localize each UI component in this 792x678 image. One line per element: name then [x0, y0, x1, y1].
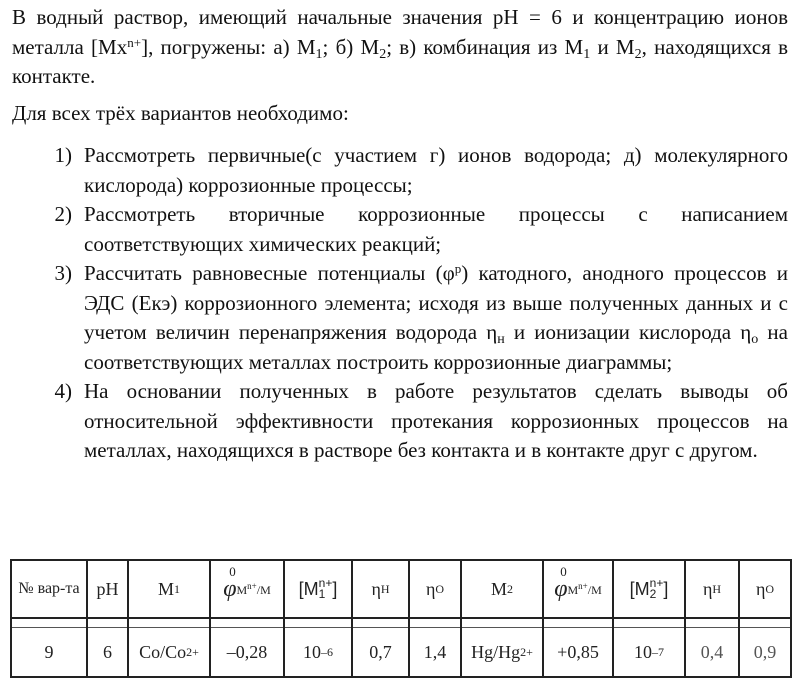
list-item-text: Рассмотреть вторичные коррозионные процессы с написанием соответствующих химических реакций;	[84, 202, 788, 256]
table-header-conc1	[285, 563, 351, 615]
eta-subscript: H	[712, 581, 722, 596]
intro-paragraph	[12, 3, 788, 92]
conc-close: ]	[663, 578, 669, 599]
table-cell-eta-o2: 0,9	[753, 641, 777, 662]
eta-subscript: O	[435, 581, 445, 596]
intro-text: ; б) M	[322, 34, 380, 59]
list-item-subscript: о	[751, 332, 759, 347]
eta-subscript: O	[765, 581, 775, 596]
table-header-phi2	[544, 563, 612, 615]
list-item	[12, 200, 788, 259]
variant-table	[10, 559, 792, 678]
phi-zero: 0	[560, 563, 567, 579]
intro-subscript: 2	[634, 46, 642, 62]
lead-paragraph: Для всех трёх вариантов необходимо:	[12, 101, 349, 125]
conc-exponent: –6	[321, 644, 333, 659]
m1-subscript: 1	[174, 581, 180, 596]
list-item-text-part: на соответствующих металлах построить коррозионные диаграммы;	[84, 320, 788, 374]
list-item-number: 4)	[54, 379, 72, 403]
phi-subscript-metal: M	[567, 582, 579, 597]
table-header-eta-o2	[740, 563, 790, 615]
intro-text: В водный раствор, имеющий начальные значения pH = 6 и концентрацию ионов металла [Mx	[12, 5, 788, 59]
table-cell-conc2	[614, 631, 684, 673]
list-item	[12, 141, 788, 200]
list-item-number: 3)	[54, 261, 72, 285]
table-header-variant: № вар-та	[18, 580, 80, 597]
table-cell-eta-h2: 0,4	[700, 641, 724, 662]
conc-sub: 2	[649, 587, 657, 601]
intro-subscript: 2	[379, 46, 387, 62]
conc-sup: n+	[318, 576, 333, 590]
eta-symbol: η	[425, 578, 436, 599]
phi-subscript	[568, 581, 602, 598]
table-header-eta-o	[410, 563, 460, 615]
m2-subscript: 2	[507, 581, 513, 596]
table-header-m2	[462, 563, 542, 615]
intro-subscript: 1	[315, 46, 323, 62]
intro-text: ; в) комбинация из M	[386, 34, 584, 59]
list-item-number: 2)	[54, 202, 72, 226]
conc-open: [M	[298, 578, 319, 599]
eta-symbol: η	[755, 578, 766, 599]
table-header-ph: pH	[96, 578, 119, 599]
table-header-m1	[129, 563, 209, 615]
list-item-text: На основании полученных в работе результатов сделать выводы об относительной эффективности протекания коррозионных процессов на металлах, находящихся в растворе без контакта и в контакте друг с другом.	[84, 379, 788, 462]
table-header-eta-h2	[686, 563, 738, 615]
table-cell-variant: 9	[44, 641, 54, 662]
phi-zero: 0	[229, 563, 236, 579]
conc-exponent: –7	[652, 644, 664, 659]
phi-symbol	[554, 563, 568, 603]
conc-close: ]	[332, 578, 338, 599]
conc-base: 10	[634, 641, 652, 662]
table-header-phi1	[211, 563, 283, 615]
conc-sub: 1	[318, 587, 326, 601]
list-item	[12, 377, 788, 466]
m1-charge: 2+	[186, 644, 199, 659]
phi-subscript	[237, 581, 271, 598]
table-cell-ph: 6	[103, 641, 112, 662]
table-cell-conc1	[285, 631, 351, 673]
conc-base: 10	[303, 641, 321, 662]
phi-subscript-tail: /M	[256, 582, 271, 597]
conc-indices	[650, 578, 664, 600]
table-cell-m1	[129, 631, 209, 673]
intro-subscript: 1	[583, 46, 591, 62]
table-cell-phi2: +0,85	[557, 641, 599, 662]
table-cell-eta-h: 0,7	[369, 641, 392, 662]
table-cell-phi1: –0,28	[226, 641, 268, 662]
intro-text: , находящихся в контакте.	[12, 34, 789, 88]
conc-sup: n+	[649, 576, 664, 590]
eta-symbol: η	[371, 578, 381, 599]
eta-symbol: η	[702, 578, 713, 599]
phi-subscript-metal: M	[236, 582, 248, 597]
conc-indices	[319, 578, 333, 600]
list-item	[12, 259, 788, 377]
intro-text: и M	[590, 34, 635, 59]
phi-subscript-tail: /M	[587, 582, 602, 597]
m2-value: Hg/Hg	[471, 641, 521, 662]
list-item-subscript: н	[497, 332, 505, 347]
phi-letter: φ	[554, 575, 568, 602]
m2-symbol: M	[490, 578, 507, 599]
task-list	[12, 141, 788, 466]
intro-text: ], погружены: а) M	[141, 34, 316, 59]
phi-subscript-charge: n+	[247, 580, 257, 591]
conc-open: [M	[629, 578, 650, 599]
list-item-text-part: ) катодного, анодного процессов и ЭДС (Eкэ) коррозионного элемента; исходя из выше полученных данных и с учетом величин перенапряжения водорода η	[84, 261, 789, 344]
table-cell-eta-o: 1,4	[423, 641, 447, 662]
intro-superscript: n+	[127, 34, 142, 50]
list-item-text-part: Рассчитать равновесные потенциалы (φ	[84, 261, 455, 285]
m2-charge: 2+	[520, 644, 533, 659]
table-header-conc2	[614, 563, 684, 615]
phi-letter: φ	[223, 575, 237, 602]
list-item-text	[84, 259, 788, 377]
phi-subscript-charge: n+	[578, 580, 588, 591]
list-item-superscript: р	[454, 261, 462, 276]
table-cell-m2	[462, 631, 542, 673]
table-header-eta-h	[353, 563, 408, 615]
list-item-number: 1)	[54, 143, 72, 167]
eta-subscript: H	[380, 581, 390, 596]
phi-symbol	[223, 563, 237, 603]
m1-value: Co/Co	[139, 641, 187, 662]
m1-symbol: M	[157, 578, 174, 599]
list-item-text: Рассмотреть первичные(с участием г) ионов водорода; д) молекулярного кислорода) коррозионные процессы;	[84, 143, 788, 197]
list-item-text-part: и ионизации кислорода η	[504, 320, 752, 344]
